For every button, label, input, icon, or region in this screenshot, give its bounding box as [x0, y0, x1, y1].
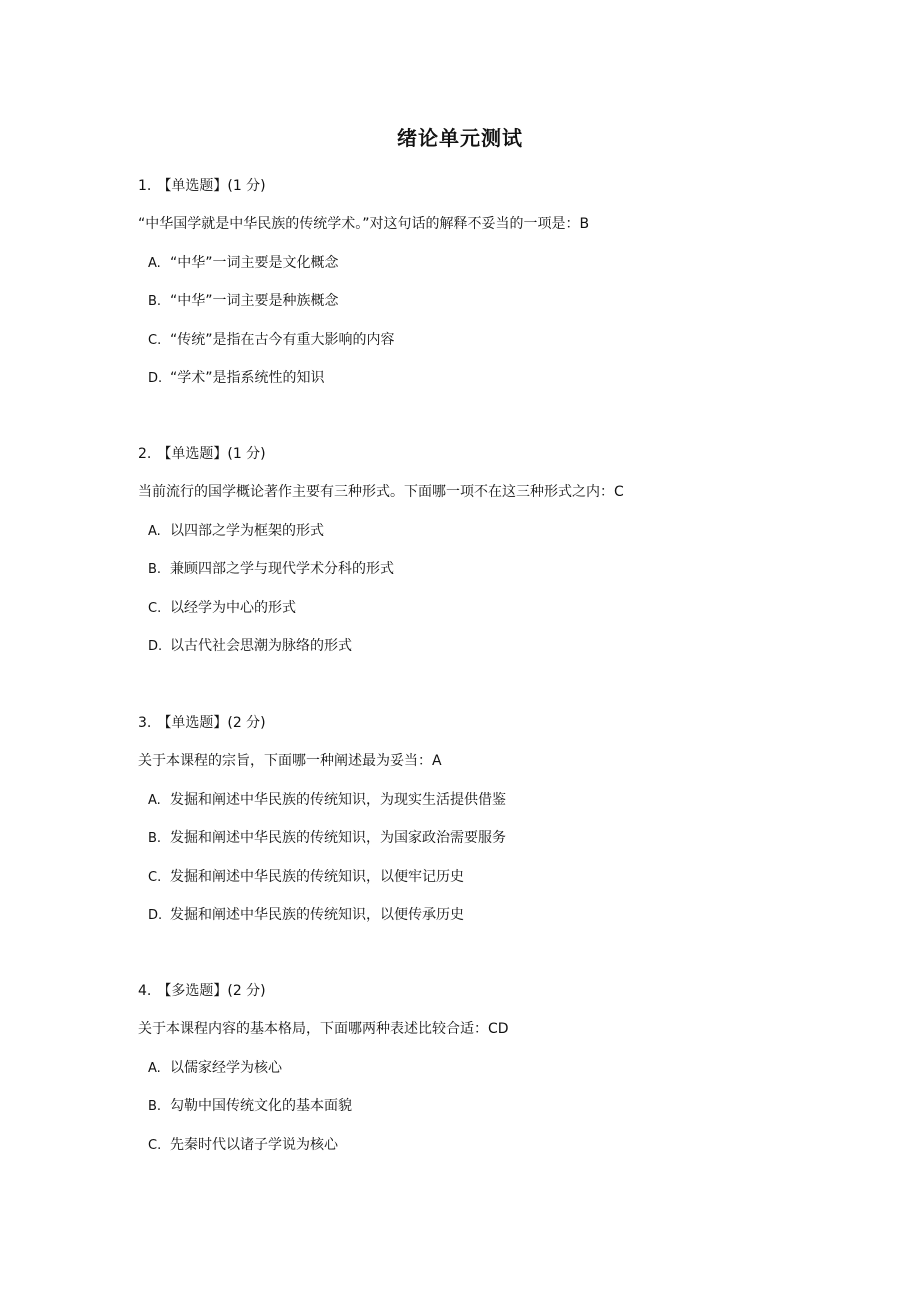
option-letter: C.: [148, 1137, 162, 1153]
option-text: 发掘和阐述中华民族的传统知识，为国家政治需要服务: [170, 830, 506, 846]
option-letter: D.: [148, 908, 163, 923]
question-score: (2 分): [227, 983, 266, 999]
option-a: [138, 790, 838, 810]
question-type: 【单选题】: [157, 446, 228, 462]
question-type: 【多选题】: [157, 983, 228, 999]
question-number: 4.: [138, 983, 152, 999]
question-3: [138, 713, 838, 925]
question-score: (2 分): [227, 715, 266, 731]
option-letter: B.: [148, 294, 162, 309]
option-text: 发掘和阐述中华民族的传统知识，为现实生活提供借鉴: [170, 791, 506, 808]
option-letter: D.: [148, 639, 163, 654]
option-letter: B.: [148, 1099, 162, 1114]
option-a: [138, 1058, 838, 1078]
option-c: [138, 867, 838, 887]
option-letter: A.: [148, 1060, 161, 1076]
question-stem: 当前流行的国学概论著作主要有三种形式。下面哪一项不在这三种形式之内：C: [138, 484, 624, 500]
option-b: [138, 828, 838, 848]
option-letter: A.: [148, 523, 161, 539]
question-number: 1.: [138, 178, 152, 194]
option-letter: A.: [148, 255, 161, 271]
option-text: “中华”一词主要是种族概念: [170, 293, 339, 309]
option-letter: B.: [148, 562, 162, 577]
question-type: 【单选题】: [157, 715, 228, 731]
option-text: 兼顾四部之学与现代学术分科的形式: [170, 561, 394, 577]
option-list: [138, 1058, 838, 1155]
option-text: 发掘和阐述中华民族的传统知识，以便传承历史: [170, 907, 464, 923]
question-header: [138, 176, 838, 196]
question-number: 3.: [138, 715, 152, 731]
question-2: [138, 444, 838, 656]
question-number: 2.: [138, 446, 152, 462]
question-score: (1 分): [227, 178, 266, 194]
option-list: [138, 521, 838, 657]
option-b: [138, 1096, 838, 1116]
option-text: 勾勒中国传统文化的基本面貌: [170, 1098, 352, 1114]
question-header: [138, 981, 838, 1001]
option-letter: C.: [148, 332, 162, 348]
option-b: [138, 291, 838, 311]
question-1: [138, 176, 838, 388]
option-list: [138, 253, 838, 389]
option-letter: B.: [148, 831, 162, 846]
option-text: “中华”一词主要是文化概念: [170, 254, 339, 271]
option-a: [138, 253, 838, 273]
option-letter: C.: [148, 600, 162, 616]
option-d: [138, 905, 838, 925]
question-score: (1 分): [227, 446, 266, 462]
option-text: “传统”是指在古今有重大影响的内容: [170, 331, 395, 348]
question-stem: “中华国学就是中华民族的传统学术。”对这句话的解释不妥当的一项是：B: [138, 216, 590, 232]
question-4: [138, 981, 838, 1155]
page-title: 绪论单元测试: [397, 126, 523, 150]
option-letter: A.: [148, 792, 161, 808]
option-list: [138, 790, 838, 926]
option-c: [138, 598, 838, 618]
option-text: 以儒家经学为核心: [170, 1059, 282, 1076]
option-c: [138, 330, 838, 350]
option-d: [138, 368, 838, 388]
option-text: 先秦时代以诸子学说为核心: [170, 1136, 338, 1153]
question-header: [138, 444, 838, 464]
option-letter: D.: [148, 371, 163, 386]
option-text: 发掘和阐述中华民族的传统知识，以便牢记历史: [170, 868, 464, 885]
option-text: 以经学为中心的形式: [170, 599, 296, 616]
option-a: [138, 521, 838, 541]
option-d: [138, 636, 838, 656]
option-letter: C.: [148, 869, 162, 885]
question-header: [138, 713, 838, 733]
question-stem: 关于本课程的宗旨，下面哪一种阐述最为妥当：A: [138, 753, 442, 769]
option-c: [138, 1135, 838, 1155]
option-text: 以古代社会思潮为脉络的形式: [170, 638, 352, 654]
question-stem: 关于本课程内容的基本格局，下面哪两种表述比较合适：CD: [138, 1021, 509, 1037]
question-type: 【单选题】: [157, 178, 228, 194]
option-text: 以四部之学为框架的形式: [170, 522, 324, 539]
option-text: “学术”是指系统性的知识: [170, 370, 325, 386]
option-b: [138, 559, 838, 579]
